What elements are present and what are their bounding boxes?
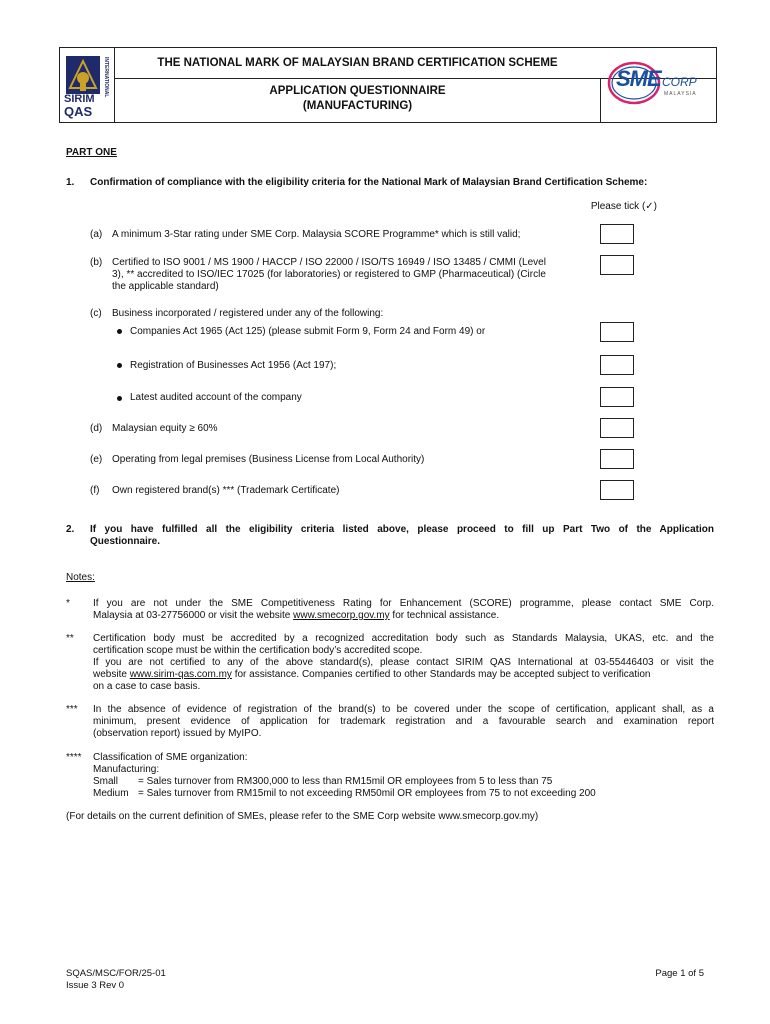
note2-mark: **: [66, 633, 74, 644]
bullet-marker: [117, 329, 122, 334]
document-title: THE NATIONAL MARK OF MALAYSIAN BRAND CERTIFICATION SCHEME: [157, 57, 558, 69]
logo-vertical-text: INTERNATIONAL: [103, 57, 109, 98]
item-f-label: (f): [90, 485, 100, 496]
smecorp-website-link[interactable]: www.smecorp.gov.my: [293, 610, 390, 621]
note4-line1: Classification of SME organization:: [93, 752, 248, 763]
note1-line1: If you are not under the SME Competitiveness Rating for Enhancement (SCORE) programme, please contact SME Corp.: [93, 598, 714, 609]
header-divider: [115, 78, 600, 79]
sme-definition-note: (For details on the current definition of SMEs, please refer to the SME Corp website www.smecorp.gov.my): [66, 811, 539, 822]
document-subtitle-line1: APPLICATION QUESTIONNAIRE: [269, 85, 446, 97]
note1-line2-tail: for technical assistance.: [389, 610, 500, 621]
item-c-bullet-2: Registration of Businesses Act 1956 (Act 197);: [130, 360, 337, 371]
notes-heading: Notes:: [66, 572, 95, 583]
item-c-bullet-3: Latest audited account of the company: [130, 392, 302, 403]
tickbox-c1[interactable]: [600, 322, 634, 342]
item-a-label: (a): [90, 229, 103, 240]
tickbox-e[interactable]: [600, 449, 634, 469]
bullet-marker: [117, 396, 122, 401]
item-e-text: Operating from legal premises (Business License from Local Authority): [112, 454, 425, 465]
note3-line2: minimum, present evidence of application for trademark registration and a favourable search and examination report: [93, 716, 714, 727]
part-heading: PART ONE: [66, 147, 117, 158]
document-issue: Issue 3 Rev 0: [66, 980, 125, 991]
logo-country-text: MALAYSIA: [664, 91, 697, 97]
q1-text: Confirmation of compliance with the eligibility criteria for the National Mark of Malaysian Brand Certification Scheme:: [90, 177, 648, 188]
note1-line2-text: Malaysia at 03-27756000 or visit the website: [93, 610, 294, 621]
q1-number: 1.: [66, 177, 75, 188]
item-c-bullet-1: Companies Act 1965 (Act 125) (please submit Form 9, Form 24 and Form 49) or: [130, 326, 486, 337]
note4-small-text: = Sales turnover from RM300,000 to less than RM15mil OR employees from 5 to less than 75: [138, 776, 553, 787]
note4-line2: Manufacturing:: [93, 764, 160, 775]
tickbox-b[interactable]: [600, 255, 634, 275]
sirim-website-link[interactable]: www.sirim-qas.com.my: [129, 669, 232, 680]
note3-line3: (observation report) issued by MyIPO.: [93, 728, 262, 739]
tickbox-a[interactable]: [600, 224, 634, 244]
logo-sme-text: SME: [616, 66, 661, 91]
item-b-line2: 3), ** accredited to ISO/IEC 17025 (for laboratories) or registered to GMP (Pharmaceutical) (Circle: [112, 269, 546, 280]
sirim-qas-logo: [62, 53, 112, 119]
bullet-marker: [117, 363, 122, 368]
tickbox-d[interactable]: [600, 418, 634, 438]
logo-qas-text: QAS: [64, 104, 93, 119]
item-a-text: A minimum 3-Star rating under SME Corp. Malaysia SCORE Programme* which is still valid;: [112, 229, 521, 240]
note1-mark: *: [66, 598, 70, 609]
q2-line1: If you have fulfilled all the eligibility criteria listed above, please proceed to fill up Part Two of the Application: [90, 524, 714, 535]
item-b-line1: Certified to ISO 9001 / MS 1900 / HACCP / ISO 22000 / ISO/TS 16949 / ISO 13485 / CMMI (Level: [112, 257, 546, 268]
item-d-label: (d): [90, 423, 103, 434]
note2-line4: [93, 669, 714, 681]
note3-mark: ***: [66, 704, 78, 715]
page-number: Page 1 of 5: [655, 968, 704, 979]
logo-corp-text: CORP: [662, 75, 697, 89]
item-c-label: (c): [90, 308, 102, 319]
item-b-line3: the applicable standard): [112, 281, 219, 292]
note2-line4-text: website: [93, 669, 130, 680]
note2-line3: If you are not certified to any of the above standard(s), please contact SIRIM QAS International at 03-55446403 or visit the: [93, 657, 714, 668]
note4-mark: ****: [66, 752, 82, 763]
q2-line2: Questionnaire.: [90, 536, 161, 547]
note4-medium-label: Medium: [93, 788, 129, 799]
tick-instruction: Please tick (✓): [590, 201, 657, 212]
logo-sirim-text: SIRIM: [64, 93, 95, 105]
document-code: SQAS/MSC/FOR/25-01: [66, 968, 166, 979]
note4-medium-text: = Sales turnover from RM15mil to not exceeding RM50mil OR employees from 75 to not exceeding 200: [138, 788, 596, 799]
item-f-text: Own registered brand(s) *** (Trademark Certificate): [112, 485, 340, 496]
item-c-text: Business incorporated / registered under any of the following:: [112, 308, 384, 319]
note1-line2: [93, 610, 499, 622]
note4-small-label: Small: [93, 776, 119, 787]
tickbox-f[interactable]: [600, 480, 634, 500]
item-d-text: Malaysian equity ≥ 60%: [112, 423, 218, 434]
document-subtitle-line2: (MANUFACTURING): [302, 100, 413, 112]
smecorp-logo: [604, 56, 714, 108]
tickbox-c3[interactable]: [600, 387, 634, 407]
item-e-label: (e): [90, 454, 103, 465]
item-b-label: (b): [90, 257, 103, 268]
note2-line4-tail: for assistance. Companies certified to other Standards may be accepted subject to verification: [231, 669, 651, 680]
tickbox-c2[interactable]: [600, 355, 634, 375]
note2-line1: Certification body must be accredited by a recognized accreditation body such as Standards Malaysia, UKAS, etc. and the: [93, 633, 714, 644]
note2-line2: certification scope must be within the certification body’s accredited scope.: [93, 645, 423, 656]
note2-line5: on a case to case basis.: [93, 681, 201, 692]
q2-number: 2.: [66, 524, 75, 535]
note3-line1: In the absence of evidence of registration of the brand(s) to be covered under the scope of certification, applicant shall, as a: [93, 704, 714, 715]
